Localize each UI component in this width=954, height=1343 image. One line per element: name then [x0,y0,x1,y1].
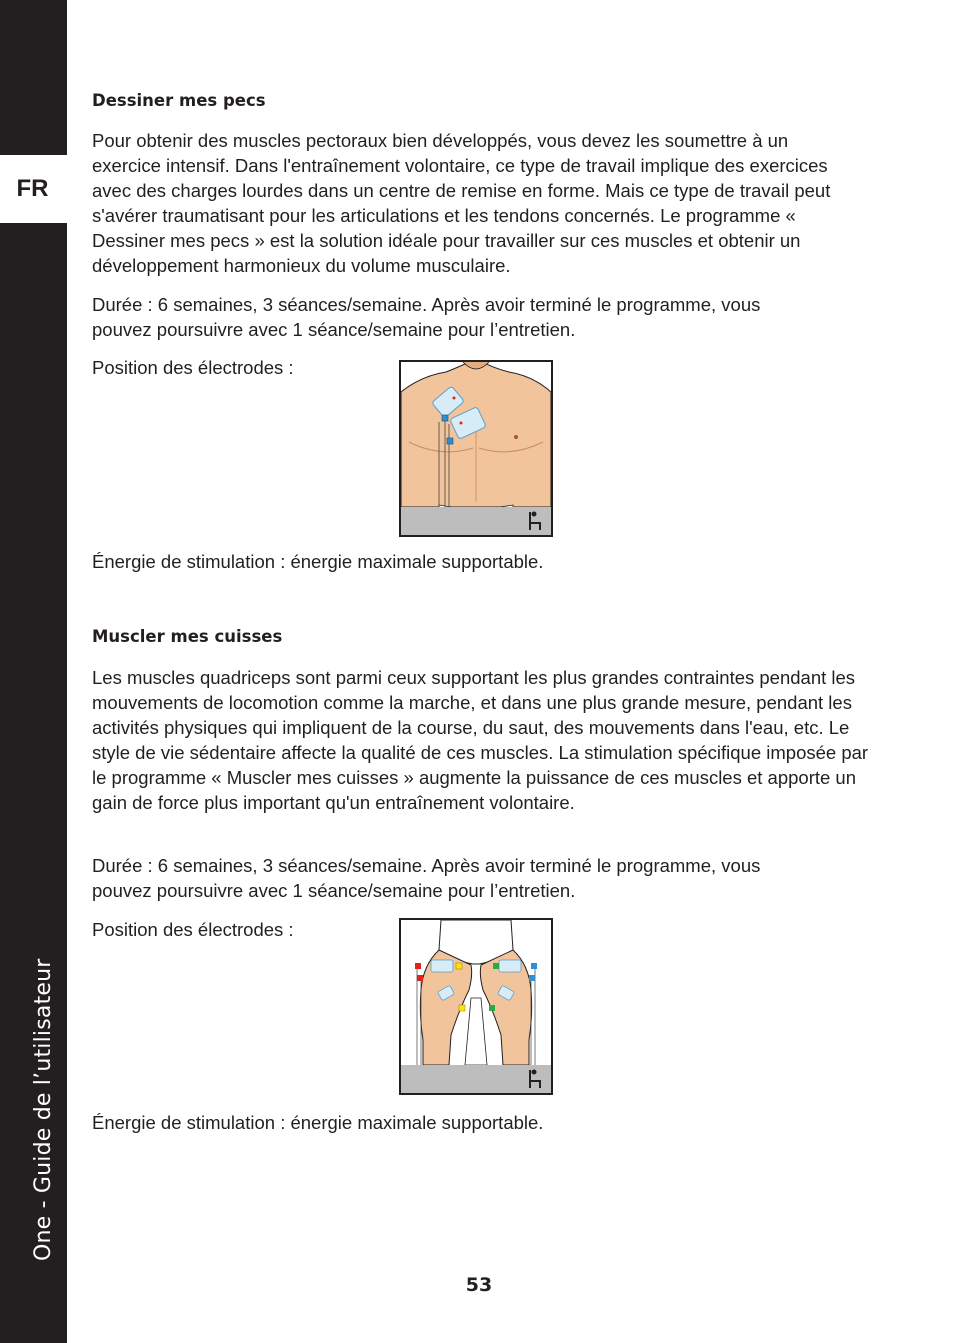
thigh-electrode-figure [399,918,553,1095]
chest-illustration [401,362,551,535]
section-duration-thighs: Durée : 6 semaines, 3 séances/semaine. Après avoir terminé le programme, vous pouvez poursuivre avec 1 séance/semaine pour l’entretien. [92,855,761,901]
energy-note-thighs: Énergie de stimulation : énergie maximale supportable. [92,1112,544,1133]
electrodes-label-thighs: Position des électrodes : [92,919,294,940]
sidebar [0,0,67,1343]
section-title-thighs: Muscler mes cuisses [92,627,283,646]
section-intro-thighs: Les muscles quadriceps sont parmi ceux supportant les plus grandes contraintes pendant les mouvements de locomotion comme la marche, et dans une plus grande mesure, pendant les activités physiques qui impliquent de la course, du saut, des mouvements dans l'eau, etc. Le style de vie sédentaire affecte la qualité de ces muscles. La stimulation spécifique imposée par le programme « Muscler mes cuisses » augmente la puissance de ces muscles et apporte un gain de force plus important qu'un entraînement volontaire. [92,667,869,813]
page-number: 53 [465,1274,493,1296]
thighs-illustration [401,920,551,1093]
language-tab: FR [0,155,67,223]
section-intro-pecs: Pour obtenir des muscles pectoraux bien développés, vous devez les soumettre à un exercice intensif. Dans l'entraînement volontaire, ce type de travail implique des exercices avec des charges lourdes dans un centre de remise en forme. Mais ce type de travail peut s'avérer traumatisant pour les articulations et les tendons concernés. Le programme « Dessiner mes pecs » est la solution idéale pour travailler sur ces muscles et obtenir un développement harmonieux du volume musculaire. [92,130,831,276]
section-title-pecs: Dessiner mes pecs [92,91,266,110]
section-duration-pecs: Durée : 6 semaines, 3 séances/semaine. Après avoir terminé le programme, vous pouvez poursuivre avec 1 séance/semaine pour l’entretien. [92,294,761,340]
chest-electrode-figure [399,360,553,537]
energy-note-pecs: Énergie de stimulation : énergie maximale supportable. [92,551,544,572]
electrodes-label-pecs: Position des électrodes : [92,357,294,378]
manual-title: One - Guide de l’utilisateur [31,958,56,1261]
